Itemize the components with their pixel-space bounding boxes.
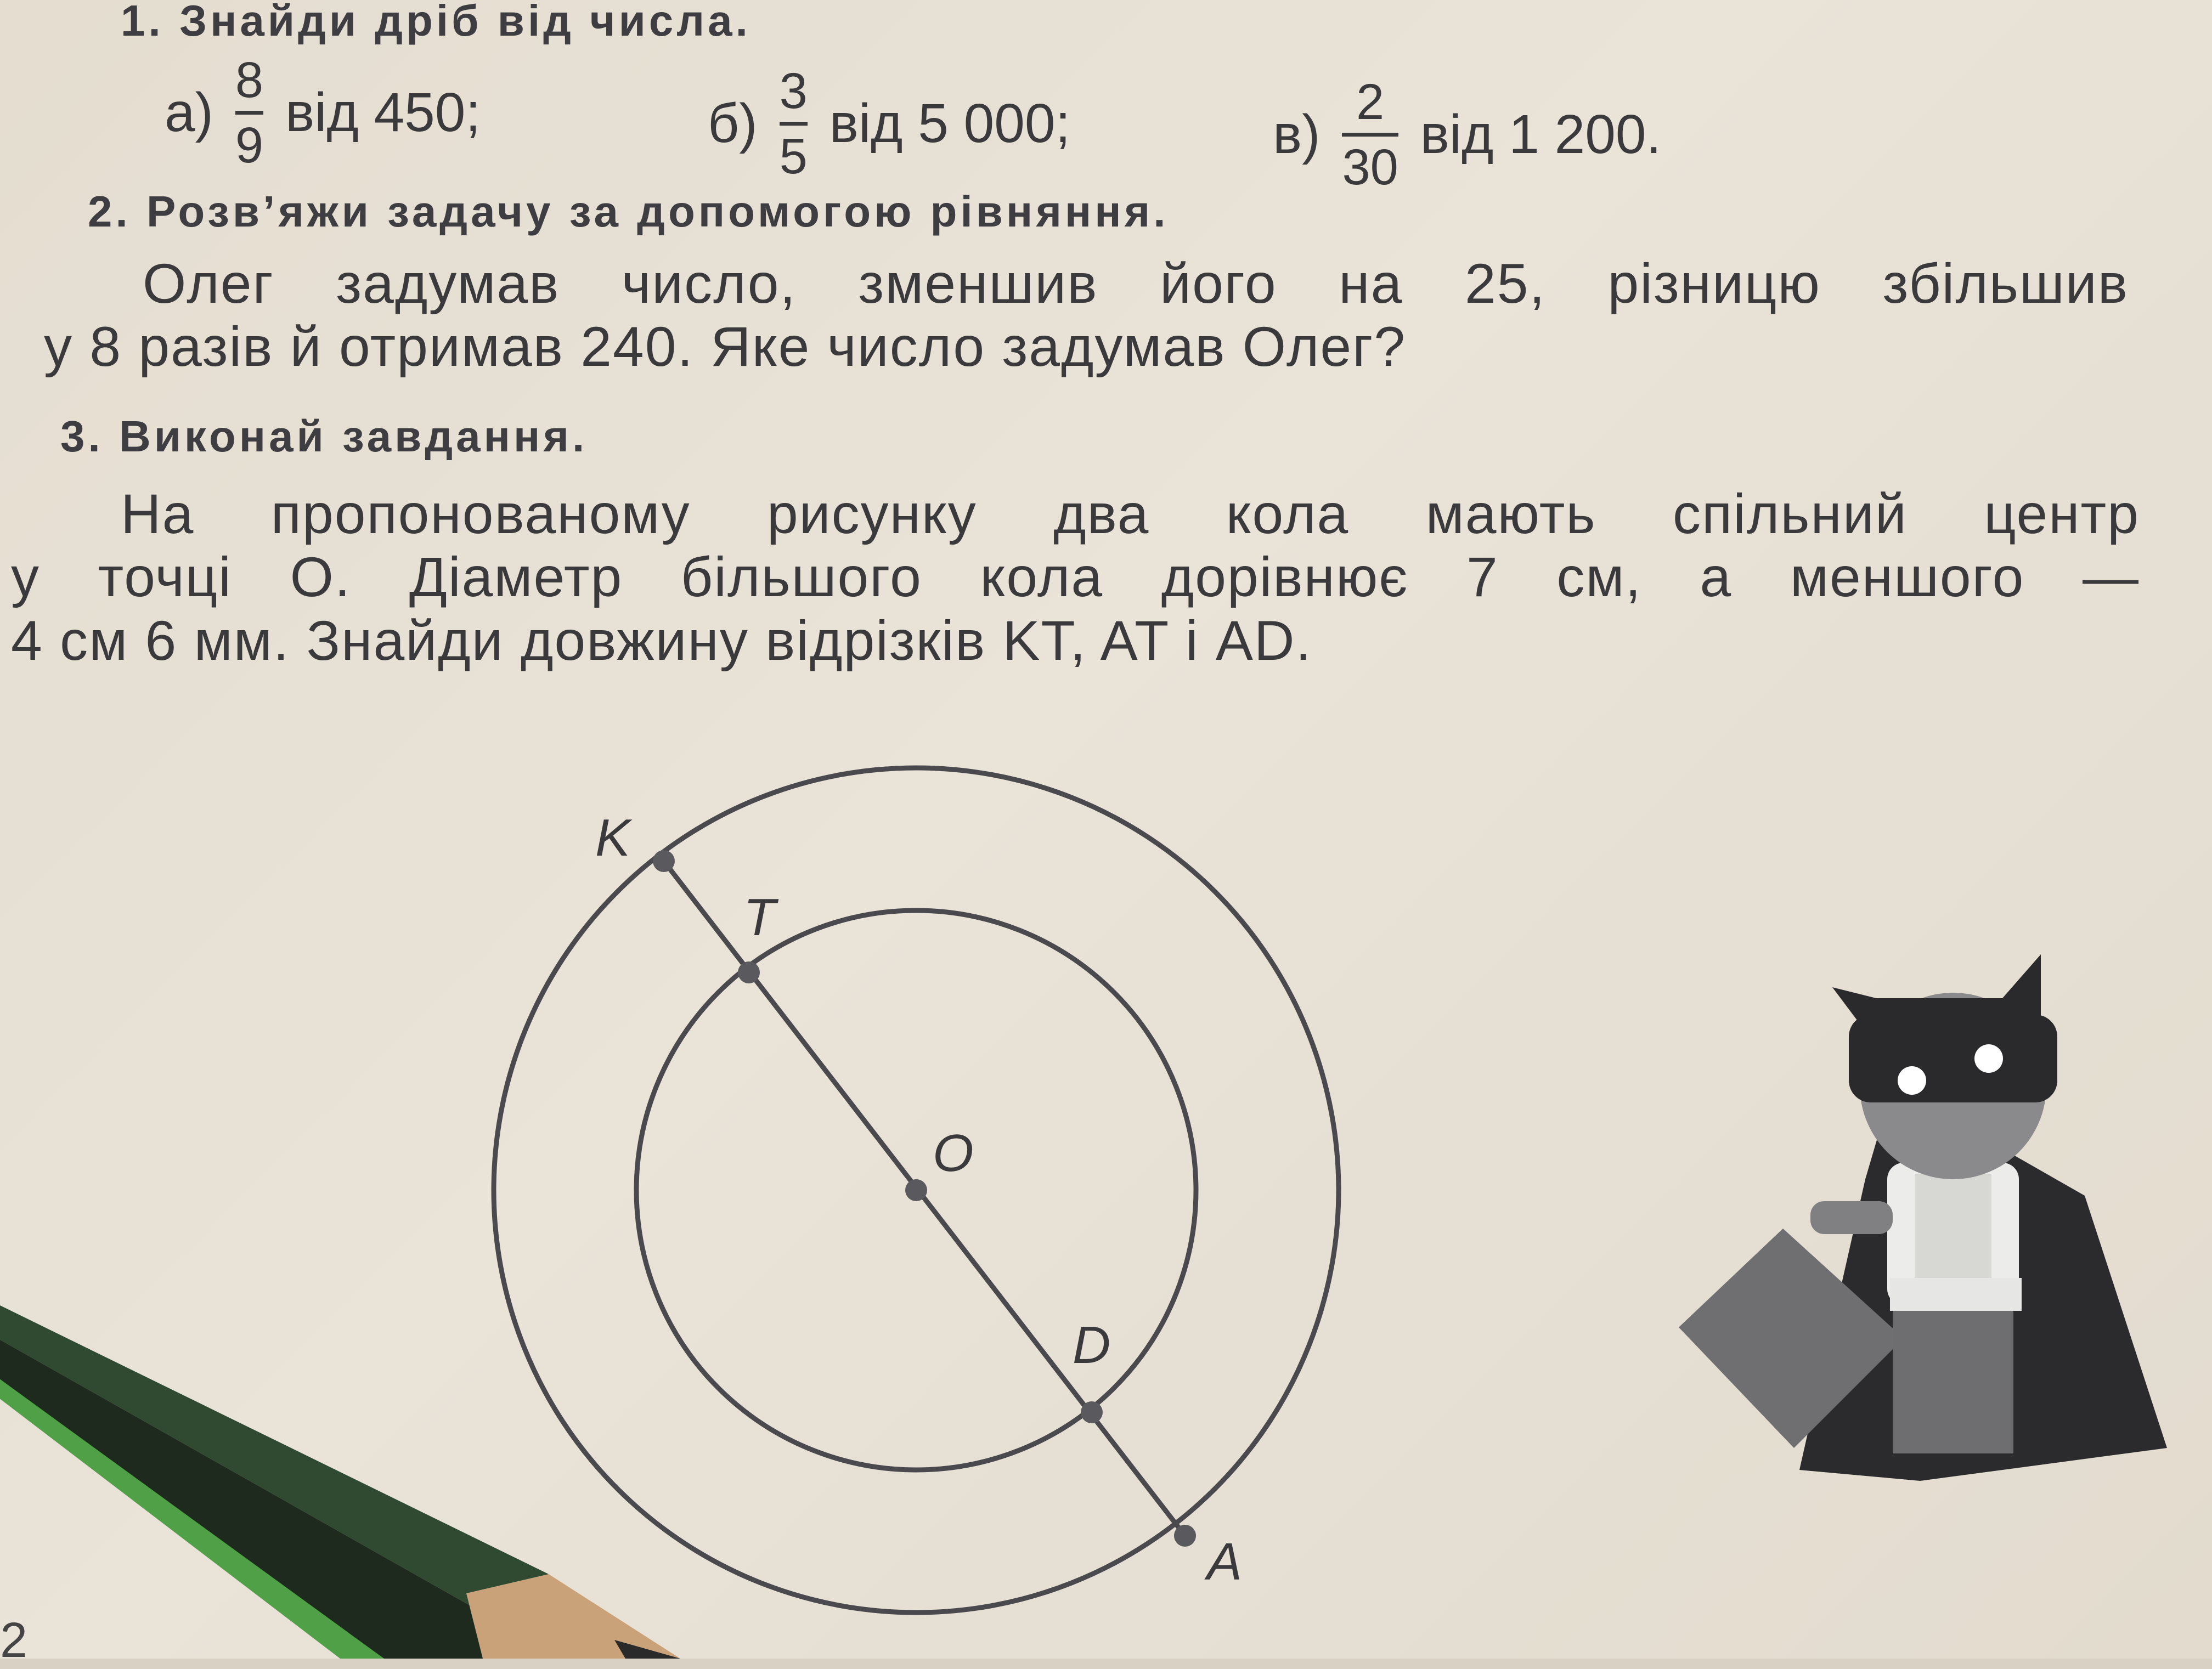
task3-line-3: 4 см 6 мм. Знайди довжину відрізків KT, AT і AD.	[11, 609, 1312, 672]
denominator: 9	[235, 117, 264, 173]
task2-line-1: Олег задумав число, зменшив його на 25, різницю збільшив	[143, 252, 2129, 315]
task3-line-1: На пропонованому рисунку два кола мають спільний центр	[121, 483, 2140, 545]
item-text: від 5 000;	[829, 93, 1071, 154]
item-letter: в)	[1273, 104, 1321, 165]
label-d: D	[1073, 1316, 1111, 1374]
page-corner-mark: 2	[0, 1613, 28, 1668]
pencil-illustration	[0, 1305, 680, 1659]
label-a: A	[1207, 1532, 1243, 1591]
label-t: T	[743, 888, 776, 947]
numerator: 2	[1356, 74, 1385, 130]
denominator: 5	[779, 128, 808, 184]
shirt-embroidery	[1915, 1174, 1991, 1294]
point-d	[1081, 1401, 1103, 1423]
task3-line-2: у точці О. Діаметр більшого кола дорівнює 7 см, а меншого —	[11, 546, 2140, 609]
point-o	[905, 1179, 927, 1201]
task3-title: 3. Виконай завдання.	[60, 412, 588, 461]
point-k	[653, 850, 675, 872]
eye-right	[1974, 1044, 2003, 1073]
mask	[1849, 1015, 2057, 1102]
item-text: від 1 200.	[1420, 104, 1662, 165]
item-text: від 450;	[285, 82, 481, 143]
denominator: 30	[1342, 139, 1398, 195]
task2-line-2: у 8 разів й отримав 240. Яке число задумав Олег?	[44, 315, 1407, 378]
task2-title: 2. Розв’яжи задачу за допомогою рівняння.	[88, 187, 1169, 236]
label-o: O	[933, 1124, 974, 1183]
point-a	[1174, 1525, 1196, 1547]
label-k: K	[595, 808, 631, 867]
arm	[1810, 1201, 1893, 1234]
point-t	[738, 961, 760, 983]
trousers	[1893, 1311, 2013, 1453]
diameter-segment	[664, 861, 1185, 1536]
eye-left	[1898, 1066, 1926, 1095]
item-letter: б)	[708, 93, 758, 154]
task1-title: 1. Знайди дріб від числа.	[121, 0, 751, 45]
pencil-wood	[466, 1574, 680, 1659]
belt	[1890, 1278, 2022, 1311]
superhero-boy-illustration	[1679, 954, 2167, 1481]
numerator: 3	[779, 63, 808, 119]
numerator: 8	[235, 52, 264, 108]
item-letter: а)	[165, 82, 213, 143]
